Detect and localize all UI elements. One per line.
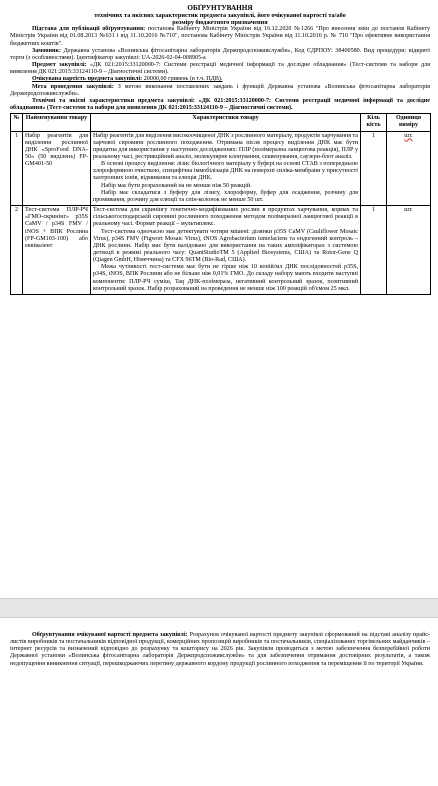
table-row — [11, 131, 431, 206]
characteristics-paragraph: Тест-система для скринінгу генетично-модифікованих рослин в продуктах харчування, кормах та сільськогосподарській сировині рослинного походження методом полімеразної ланцюгової реакції в реальному часі. Формат реакції – мультиплекс. — [93, 207, 358, 228]
page-separator — [0, 598, 438, 618]
row-characteristics — [91, 206, 361, 295]
purpose-label: Мета проведення закупівлі: — [32, 83, 114, 90]
cost-text: 20000,00 гривень (в т.ч. ПДВ). — [142, 76, 223, 83]
row-number: 1 — [11, 131, 23, 206]
row-quantity: 1 — [361, 131, 387, 206]
purpose-paragraph — [10, 84, 430, 98]
table-row — [11, 206, 431, 295]
header-characteristics: Характеристики товару — [91, 114, 361, 131]
row-unit: шт. — [387, 206, 431, 295]
subject-text: «ДК 021:2015:33120000-7: Системи реєстрації медичної інформації та дослідне обладнання» (Тест-системи та набори для виявлення ДК 021:2015:33124110-9 – Діагностичні системи). — [10, 62, 430, 76]
row-item-name: Набір реагентів для виділення рослинної ДНК «SproFood DNA-50» (50 виділень) FP-GM401-50 — [23, 131, 91, 206]
cost-paragraph — [10, 76, 430, 83]
characteristics-paragraph: Межа чутливості тест-системи має бути не гірше ніж 10 копій/мл ДНК послідовностей p35S, p34S, tNOS, ВПК Рослини або не більше ніж 0,01% ГМО. До складу набору мають входити наступні компоненти: ПЛР-РЧ суміш, Taq ДНК-полімераза, негативний контрольний зразок, позитивний контрольний зразок. Набір розрахований на проведення не менше ніж 100 реакцій об'ємом 25 мкл. — [93, 264, 358, 292]
customer-text: Державна установа «Волинська фітосанітарна лабораторія Держпродспоживслужби», Код ЄДРПОУ: 38400580. Вид процедури: відкриті торги (з особливостями). Ідентифікатор закупівлі: UA-2026-02-04-008905-a — [10, 47, 430, 61]
page-2 — [0, 618, 438, 786]
header-number: № — [11, 114, 23, 131]
justification-text: Розрахунок очікуваної вартості предмету закупівлі сформований на підставі аналізу прайс-листів виробників та постачальників відповідної продукції, комерційних пропозицій виробників та постачальників, спеціалізованих торгівельних майданчиків – інтернет ресурсів та визначений відповідно до розрахунку та кошторису на 2026 рік. Закупівля проводиться з метою забезпечення безперебійної роботи Державної установи «Волинська фітосанітарна лабораторія Держпродспоживслужби» та для забезпечення отримання достовірних результатів, а також недопущення виникнення ситуації, перешкоджаючих перетину державного кордону продукції рослинного походження та переміщення її по території України. — [10, 632, 430, 667]
specifications-table — [10, 113, 431, 295]
row-number: 2 — [11, 206, 23, 295]
tech-label: Технічні та якісні характеристики предмета закупівлі: — [32, 97, 195, 104]
basis-label: Підстава для публікації обґрунтування: — [32, 26, 146, 33]
characteristics-paragraph: Набір має бути розрахований на не менше ніж 50 реакцій. — [101, 182, 252, 189]
characteristics-paragraph: Набір має складатися з буферу для лізису, хлороформу, буфер для осадження, розчину для промивання, розчину для елюції та спін-колонок не менше 50 шт. — [93, 189, 358, 203]
document-title: ОБҐРУНТУВАННЯ — [187, 4, 253, 12]
row-quantity: 1 — [361, 206, 387, 295]
table-header-row — [11, 114, 431, 131]
characteristics-paragraph: Набір реагентів для виділення високоочищеної ДНК з рослинного матеріалу, продуктів харчування та харчової сировини рослинного походження. Отримана після процесу виділення ДНК має бути придатна для використання у наступних дослідженнях: ПЛР (полімеразна ланцюгова реакція), ПЛР у реальному часі, рестрикційний аналіз, молекулярне клонування, секвенування, саузерн-блот аналіз. — [93, 132, 358, 160]
purpose-text: З метою виконання поставлених завдань і функцій Державна установа «Волинська фітосанітарна лабораторія Держпродспоживслужби». — [10, 83, 430, 97]
page-1-content — [10, 4, 430, 295]
header-quantity: Кіль кість — [361, 114, 387, 131]
subject-paragraph — [10, 62, 430, 76]
row-unit — [387, 131, 431, 206]
document-subtitle-line-2: розміру бюджетного призначення — [172, 19, 268, 27]
basis-paragraph — [10, 26, 430, 47]
customer-paragraph — [10, 48, 430, 62]
row-characteristics — [91, 131, 361, 206]
page-2-content — [10, 632, 430, 668]
tech-text: «ДК 021:2015:33120000-7: Системи реєстрації медичної інформації та дослідне обладнання» (Тест-системи та набори для виявлення ДК 021:2015:33124110-9 – Діагностичні системи). — [10, 97, 430, 112]
header-unit: Одиниця виміру — [387, 114, 431, 131]
document-subtitle-line-1: технічних та якісних характеристик предмета закупівлі, його очікуваної вартості та/або — [94, 12, 346, 19]
cost-label: Очікувана вартість предмета закупівлі: — [32, 76, 143, 83]
basis-text: постанова Кабінету Міністрів України від 16.12.2020 №1266 "Про внесення змін до постанов Кабінету Міністрів України від 01.08.2013 №631 і від 11.10.2016 №710", постанова Кабінету Міністрів України від 11.10.2016 р. № 710 "Про ефективне використання бюджетних коштів". — [10, 26, 430, 47]
customer-label: Замовник: — [32, 47, 62, 54]
characteristics-paragraph: В основі процесу виділення: лізис біологічного матеріалу у буфері на основі СТАВ з попередньою хлороформною очисткою, специфічна іммобілізація ДНК на поверхні силіка-мембрани у присутності хаотропних іонів, відмивання та елюція ДНК. — [93, 161, 358, 182]
justification-label: Обґрунтування очікуваної вартості предмета закупівлі: — [32, 632, 188, 638]
characteristics-paragraph: Тест-система одночасно має детектувати чотири мішені: ділянки p35S CaMV (Cauliflower Mosaic Virus), p34S FMV (Figwort Mosaic Virus), tNOS Agrobacterium tumefaciens та ендогенний контроль – ДНК рослини. Набір має бути валідовано для використання на таких ампліфікаторах з системою детекції в режимі реального часу: QuantStudioTM 5 (Applied Biosystems, США) та Rotor-Gene Q (Qiagen GmbH, Німеччина) та CFX 96TM (Bio-Rad, США). — [93, 228, 358, 264]
justification-paragraph — [10, 632, 430, 668]
header-name: Найменування товару — [23, 114, 91, 131]
subject-label: Предмет закупівлі: — [32, 62, 87, 69]
row-unit-value: шт. — [404, 132, 413, 139]
tech-paragraph — [10, 98, 430, 112]
row-item-name: Тест-система ПЛР-РЧ «ГМО-скринінг» p35S CaMV / p34S FMV / tNOS + ВПК Рослина (FP-GM103-100) або еквівалент — [23, 206, 91, 295]
